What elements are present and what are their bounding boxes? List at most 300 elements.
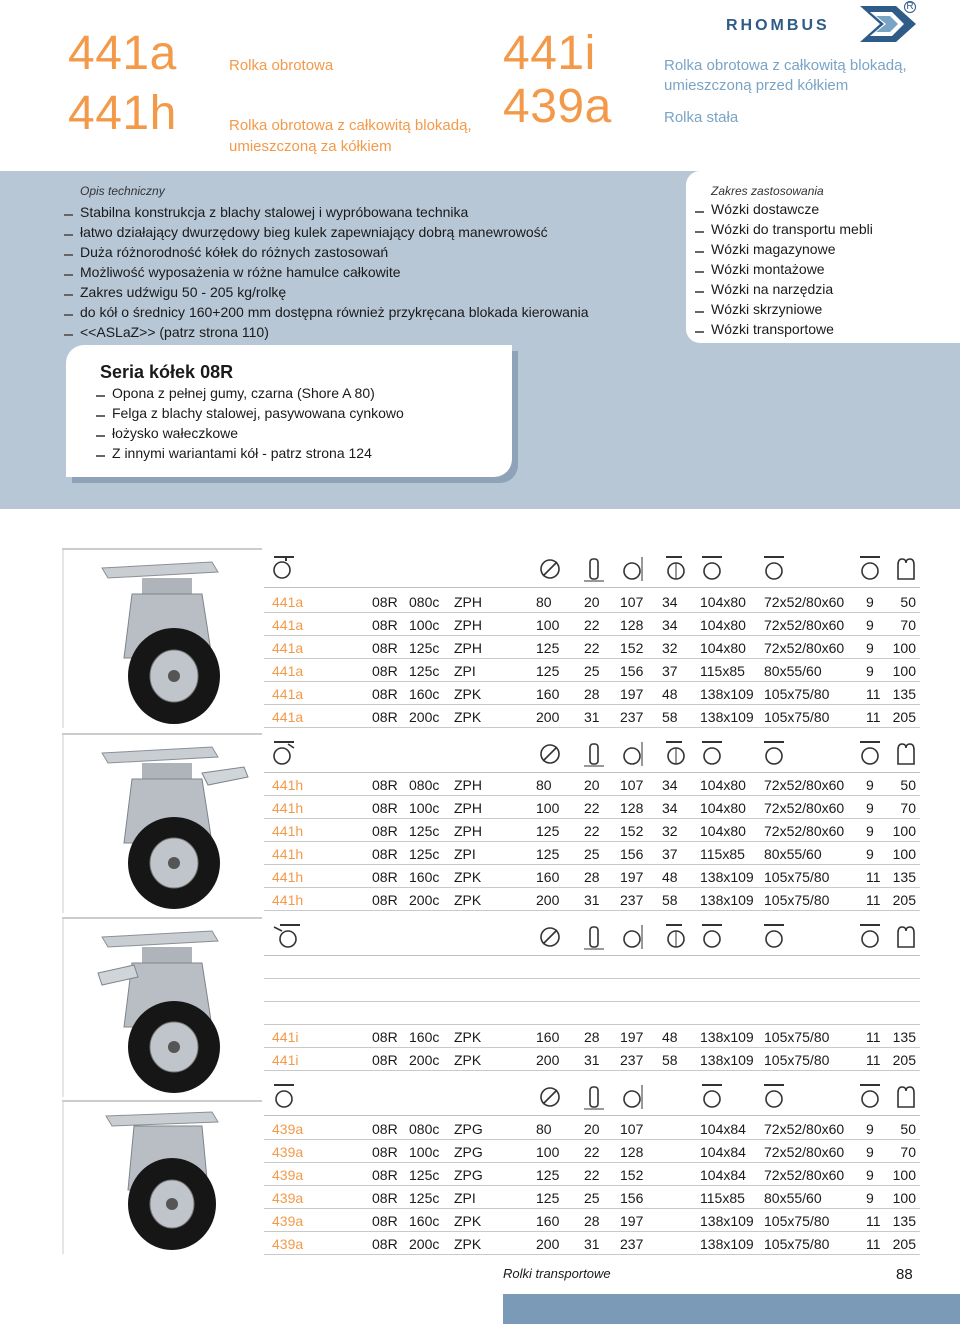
table-cell: 28	[584, 686, 600, 702]
table-cell: 11	[866, 686, 881, 702]
table-cell: 125	[536, 1167, 560, 1183]
table-cell: 138x109	[700, 1052, 754, 1068]
table-cell: ZPK	[454, 1029, 482, 1045]
table-cell: 100	[536, 1144, 560, 1160]
usage-item: Wózki magazynowe	[695, 239, 873, 259]
table-cell: ZPH	[454, 594, 482, 610]
table-cell: 9	[866, 1167, 874, 1183]
table-cell: ZPG	[454, 1167, 483, 1183]
table-cell: 439a	[272, 1144, 304, 1160]
table-cell: 100	[892, 846, 916, 862]
table-cell: 105x75/80	[764, 1213, 830, 1229]
table-row	[264, 889, 920, 911]
table-cell: 439a	[272, 1167, 304, 1183]
usage-list	[695, 199, 873, 339]
table-cell: 08R	[372, 869, 398, 885]
swivel-front-brake-caster-icon	[272, 921, 302, 951]
table-cell: 441h	[272, 777, 304, 793]
table-cell: 70	[900, 617, 916, 633]
table-cell: 100	[536, 617, 560, 633]
tech-item: Duża różnorodność kółek do różnych zastosowań	[64, 242, 589, 262]
table-cell: 104x84	[700, 1167, 746, 1183]
usage-item: Wózki dostawcze	[695, 199, 873, 219]
table-cell: 31	[584, 1052, 600, 1068]
table-cell: 441h	[272, 823, 304, 839]
table-cell: 9	[866, 777, 874, 793]
table-cell: 104x80	[700, 777, 746, 793]
table-cell: 115x85	[700, 1190, 745, 1206]
table-cell: 70	[900, 800, 916, 816]
table-cell: 135	[892, 1029, 916, 1045]
table-cell: ZPK	[454, 709, 482, 725]
table-cell: 9	[866, 1190, 874, 1206]
table-cell: 205	[892, 1052, 916, 1068]
table-cell: 156	[620, 1190, 644, 1206]
table-cell: 107	[620, 1121, 644, 1137]
table-row	[264, 683, 920, 705]
table-cell: 128	[620, 617, 644, 633]
table-cell: 100	[892, 663, 916, 679]
table-row	[264, 820, 920, 842]
swivel-brake-caster-icon	[272, 738, 296, 768]
table-cell: 22	[584, 800, 600, 816]
table-cell: 160c	[409, 1213, 440, 1229]
table-cell: 160	[536, 869, 560, 885]
table-cell: 9	[866, 1121, 874, 1137]
table-cell: 200	[536, 709, 560, 725]
caster-441a-image	[62, 548, 262, 728]
page-number: 88	[896, 1266, 913, 1283]
wheel-width-icon	[582, 921, 606, 951]
table-cell: 100c	[409, 1144, 440, 1160]
table-cell: 205	[892, 709, 916, 725]
table-cell: ZPK	[454, 869, 482, 885]
icon-row-441h	[264, 735, 920, 773]
table-cell: 135	[892, 686, 916, 702]
table-cell: 100	[536, 800, 560, 816]
table-cell: 237	[620, 892, 644, 908]
tech-heading: Opis techniczny	[80, 184, 165, 198]
table-cell: 160	[536, 1029, 560, 1045]
tech-item: Zakres udźwigu 50 - 205 kg/rolkę	[64, 282, 589, 302]
table-cell: 200c	[409, 709, 440, 725]
table-cell: 58	[662, 892, 678, 908]
load-capacity-icon	[894, 921, 918, 951]
plate-size-icon	[700, 553, 724, 583]
series-item: Opona z pełnej gumy, czarna (Shore A 80)	[96, 383, 404, 403]
table-cell: 22	[584, 1167, 600, 1183]
tech-item-continued: <<ASLaZ>> (patrz strona 110)	[64, 322, 589, 342]
tech-item: Możliwość wyposażenia w różne hamulce całkowite	[64, 262, 589, 282]
table-cell: 20	[584, 1121, 600, 1137]
table-cell: 25	[584, 1190, 600, 1206]
table-cell: 34	[662, 617, 678, 633]
table-cell: 08R	[372, 1121, 398, 1137]
table-cell: 115x85	[700, 663, 745, 679]
table-cell: 50	[900, 594, 916, 610]
overall-height-icon	[622, 1081, 646, 1111]
table-cell: ZPG	[454, 1144, 483, 1160]
table-row	[264, 774, 920, 796]
table-cell: 37	[662, 846, 678, 862]
table-cell: 205	[892, 892, 916, 908]
table-cell: ZPH	[454, 777, 482, 793]
table-cell: 160	[536, 1213, 560, 1229]
table-cell: 08R	[372, 800, 398, 816]
load-capacity-icon	[894, 1081, 918, 1111]
table-cell: 08R	[372, 709, 398, 725]
desc-441h-line1: Rolka obrotowa z całkowitą blokadą,	[229, 117, 472, 134]
table-cell: 72x52/80x60	[764, 800, 845, 816]
table-cell: ZPH	[454, 823, 482, 839]
swivel-caster-icon	[272, 553, 296, 583]
usage-item: Wózki skrzyniowe	[695, 299, 873, 319]
table-cell: 100	[892, 640, 916, 656]
table-cell: 9	[866, 846, 874, 862]
table-cell: 34	[662, 777, 678, 793]
table-row	[264, 1026, 920, 1048]
table-cell: 439a	[272, 1121, 304, 1137]
table-cell: 100	[892, 823, 916, 839]
table-cell: 100	[892, 1190, 916, 1206]
table-cell: ZPK	[454, 1213, 482, 1229]
table-cell: 125	[536, 1190, 560, 1206]
table-cell: 08R	[372, 594, 398, 610]
footer-section-title: Rolki transportowe	[503, 1266, 611, 1281]
table-cell: 22	[584, 1144, 600, 1160]
table-cell: 25	[584, 846, 600, 862]
table-cell: 104x80	[700, 617, 746, 633]
table-cell: 135	[892, 1213, 916, 1229]
usage-item: Wózki do transportu mebli	[695, 219, 873, 239]
table-cell: 28	[584, 1213, 600, 1229]
table-cell: 11	[866, 892, 881, 908]
wheel-diameter-icon	[538, 738, 562, 768]
table-cell: 138x109	[700, 1213, 754, 1229]
desc-441h-line2: umieszczoną za kółkiem	[229, 138, 392, 155]
load-capacity-icon	[894, 553, 918, 583]
table-cell: 9	[866, 663, 874, 679]
table-cell: 152	[620, 1167, 644, 1183]
table-cell: 160c	[409, 869, 440, 885]
bolt-hole-icon	[762, 553, 786, 583]
product-code-441h: 441h	[68, 87, 177, 140]
table-cell: 9	[866, 640, 874, 656]
table-cell: 11	[866, 1213, 881, 1229]
table-cell: ZPH	[454, 617, 482, 633]
table-cell: 58	[662, 709, 678, 725]
tech-item: do kół o średnicy 160+200 mm dostępna również przykręcana blokada kierowania	[64, 302, 589, 322]
table-cell: 105x75/80	[764, 709, 830, 725]
table-row	[264, 843, 920, 865]
table-cell: 104x84	[700, 1121, 746, 1137]
table-cell: 441h	[272, 800, 304, 816]
overall-height-icon	[622, 921, 646, 951]
table-cell: 152	[620, 823, 644, 839]
caster-441i-image	[62, 917, 262, 1097]
table-cell: 08R	[372, 1052, 398, 1068]
table-cell: 9	[866, 594, 874, 610]
table-cell: 105x75/80	[764, 869, 830, 885]
table-row	[264, 591, 920, 613]
table-cell: 80	[536, 777, 552, 793]
table-cell: 105x75/80	[764, 1029, 830, 1045]
fixed-caster-icon	[272, 1081, 296, 1111]
table-cell: 197	[620, 1029, 644, 1045]
table-cell: 138x109	[700, 709, 754, 725]
table-cell: 125c	[409, 1190, 440, 1206]
table-cell: 80x55/60	[764, 663, 822, 679]
tech-item: Stabilna konstrukcja z blachy stalowej i wypróbowana technika	[64, 202, 589, 222]
table-cell: 105x75/80	[764, 686, 830, 702]
table-cell: 104x84	[700, 1144, 746, 1160]
wheel-width-icon	[582, 1081, 606, 1111]
table-cell: 100c	[409, 617, 440, 633]
desc-441i-line1: Rolka obrotowa z całkowitą blokadą,	[664, 57, 907, 74]
table-cell: 125	[536, 663, 560, 679]
table-cell: 08R	[372, 1213, 398, 1229]
table-cell: 105x75/80	[764, 1236, 830, 1252]
empty-row	[264, 1003, 920, 1025]
table-cell: 58	[662, 1052, 678, 1068]
table-cell: 197	[620, 869, 644, 885]
table-cell: 11	[866, 869, 881, 885]
table-cell: 441a	[272, 617, 304, 633]
table-cell: 160	[536, 686, 560, 702]
table-cell: 125c	[409, 846, 440, 862]
table-cell: 125c	[409, 640, 440, 656]
series-item: łożysko wałeczkowe	[96, 423, 404, 443]
wheel-width-icon	[582, 738, 606, 768]
tech-item: łatwo działający dwurzędowy bieg kulek zapewniający dobrą manewrowość	[64, 222, 589, 242]
table-cell: 125	[536, 846, 560, 862]
table-cell: 205	[892, 1236, 916, 1252]
table-cell: 72x52/80x60	[764, 1144, 845, 1160]
table-cell: 125	[536, 823, 560, 839]
empty-row	[264, 980, 920, 1002]
table-cell: 237	[620, 1236, 644, 1252]
bolt-hole-icon	[762, 921, 786, 951]
offset-icon	[664, 921, 688, 951]
table-cell: 72x52/80x60	[764, 594, 845, 610]
table-cell: 156	[620, 663, 644, 679]
bolt-hole-icon	[762, 1081, 786, 1111]
table-row	[264, 1210, 920, 1232]
table-cell: 08R	[372, 1167, 398, 1183]
table-cell: 439a	[272, 1236, 304, 1252]
table-cell: ZPG	[454, 1121, 483, 1137]
usage-heading: Zakres zastosowania	[711, 184, 824, 198]
table-cell: 50	[900, 1121, 916, 1137]
table-cell: ZPK	[454, 1052, 482, 1068]
table-cell: 48	[662, 1029, 678, 1045]
table-cell: 08R	[372, 777, 398, 793]
bolt-spacing-icon	[858, 921, 882, 951]
table-cell: 72x52/80x60	[764, 823, 845, 839]
series-list	[96, 383, 404, 463]
table-row	[264, 660, 920, 682]
table-row	[264, 1233, 920, 1255]
caster-441h-image	[62, 733, 262, 913]
wheel-width-icon	[582, 553, 606, 583]
table-cell: 200c	[409, 892, 440, 908]
table-cell: 441a	[272, 594, 304, 610]
bolt-hole-icon	[762, 738, 786, 768]
table-cell: 441a	[272, 709, 304, 725]
table-cell: ZPK	[454, 686, 482, 702]
table-cell: 72x52/80x60	[764, 1121, 845, 1137]
table-cell: 11	[866, 1052, 881, 1068]
table-cell: 20	[584, 777, 600, 793]
bolt-spacing-icon	[858, 1081, 882, 1111]
plate-size-icon	[700, 921, 724, 951]
table-cell: 441i	[272, 1029, 299, 1045]
table-cell: 34	[662, 594, 678, 610]
table-cell: 72x52/80x60	[764, 617, 845, 633]
bolt-spacing-icon	[858, 738, 882, 768]
wheel-diameter-icon	[538, 553, 562, 583]
table-cell: 48	[662, 869, 678, 885]
table-cell: 115x85	[700, 846, 745, 862]
desc-439a: Rolka stała	[664, 109, 739, 126]
table-cell: 31	[584, 709, 600, 725]
table-cell: 08R	[372, 686, 398, 702]
offset-icon	[664, 738, 688, 768]
table-cell: 100	[892, 1167, 916, 1183]
table-row	[264, 797, 920, 819]
table-cell: 128	[620, 1144, 644, 1160]
icon-row-439a	[264, 1078, 920, 1116]
table-cell: 9	[866, 617, 874, 633]
table-cell: 237	[620, 709, 644, 725]
table-cell: 128	[620, 800, 644, 816]
table-cell: 200	[536, 1052, 560, 1068]
table-row	[264, 1049, 920, 1071]
usage-item: Wózki na narzędzia	[695, 279, 873, 299]
table-row	[264, 614, 920, 636]
table-cell: 104x80	[700, 640, 746, 656]
wheel-diameter-icon	[538, 1081, 562, 1111]
table-cell: 152	[620, 640, 644, 656]
table-cell: 441a	[272, 686, 304, 702]
table-cell: 08R	[372, 640, 398, 656]
table-cell: 138x109	[700, 1029, 754, 1045]
logo-text: RHOMBUS	[726, 17, 830, 34]
table-cell: 11	[866, 1029, 881, 1045]
table-cell: 441h	[272, 892, 304, 908]
usage-item: Wózki montażowe	[695, 259, 873, 279]
table-cell: 237	[620, 1052, 644, 1068]
series-item: Z innymi wariantami kół - patrz strona 124	[96, 443, 404, 463]
table-cell: 100c	[409, 800, 440, 816]
table-row	[264, 866, 920, 888]
table-cell: 11	[866, 1236, 881, 1252]
icon-row-441i	[264, 918, 920, 956]
icon-row-441a	[264, 550, 920, 588]
table-cell: ZPI	[454, 663, 476, 679]
table-cell: 08R	[372, 663, 398, 679]
table-cell: 107	[620, 594, 644, 610]
table-cell: 080c	[409, 1121, 440, 1137]
table-cell: 138x109	[700, 686, 754, 702]
table-cell: 441i	[272, 1052, 299, 1068]
table-cell: 31	[584, 892, 600, 908]
rhombus-logo	[722, 2, 958, 46]
table-cell: 80x55/60	[764, 1190, 822, 1206]
table-cell: 34	[662, 800, 678, 816]
table-cell: 80	[536, 1121, 552, 1137]
table-cell: ZPH	[454, 640, 482, 656]
table-cell: 439a	[272, 1213, 304, 1229]
table-cell: 105x75/80	[764, 892, 830, 908]
table-cell: 72x52/80x60	[764, 1167, 845, 1183]
table-cell: 104x80	[700, 800, 746, 816]
table-cell: 20	[584, 594, 600, 610]
table-row	[264, 1164, 920, 1186]
product-code-439a: 439a	[503, 80, 612, 133]
table-cell: 28	[584, 869, 600, 885]
table-cell: 080c	[409, 594, 440, 610]
product-code-441i: 441i	[503, 27, 596, 80]
caster-439a-image	[62, 1100, 262, 1254]
table-cell: 200c	[409, 1052, 440, 1068]
empty-row	[264, 957, 920, 979]
table-cell: 72x52/80x60	[764, 777, 845, 793]
table-cell: ZPK	[454, 892, 482, 908]
table-cell: 105x75/80	[764, 1052, 830, 1068]
table-cell: 22	[584, 823, 600, 839]
registered-mark: R	[904, 1, 916, 13]
series-title: Seria kółek 08R	[100, 362, 234, 382]
table-cell: ZPI	[454, 846, 476, 862]
series-item: Felga z blachy stalowej, pasywowana cynkowo	[96, 403, 404, 423]
table-cell: 104x80	[700, 823, 746, 839]
table-cell: 197	[620, 686, 644, 702]
table-cell: 08R	[372, 617, 398, 633]
table-cell: 9	[866, 823, 874, 839]
table-cell: 37	[662, 663, 678, 679]
table-cell: 80x55/60	[764, 846, 822, 862]
table-cell: 08R	[372, 1236, 398, 1252]
table-cell: 28	[584, 1029, 600, 1045]
table-cell: 107	[620, 777, 644, 793]
table-cell: 138x109	[700, 869, 754, 885]
table-cell: 125c	[409, 823, 440, 839]
table-cell: 080c	[409, 777, 440, 793]
table-cell: 441a	[272, 663, 304, 679]
table-cell: 08R	[372, 823, 398, 839]
table-cell: 439a	[272, 1190, 304, 1206]
table-cell: 200c	[409, 1236, 440, 1252]
table-cell: 08R	[372, 1190, 398, 1206]
bolt-spacing-icon	[858, 553, 882, 583]
table-cell: 125	[536, 640, 560, 656]
table-cell: 80	[536, 594, 552, 610]
load-capacity-icon	[894, 738, 918, 768]
plate-size-icon	[700, 738, 724, 768]
table-cell: 125c	[409, 663, 440, 679]
overall-height-icon	[622, 553, 646, 583]
table-cell: 441h	[272, 869, 304, 885]
table-cell: 08R	[372, 846, 398, 862]
table-cell: 441a	[272, 640, 304, 656]
table-cell: ZPK	[454, 1236, 482, 1252]
footer-bar	[503, 1294, 960, 1324]
tech-list	[64, 202, 589, 342]
table-cell: 08R	[372, 892, 398, 908]
overall-height-icon	[622, 738, 646, 768]
table-cell: 25	[584, 663, 600, 679]
